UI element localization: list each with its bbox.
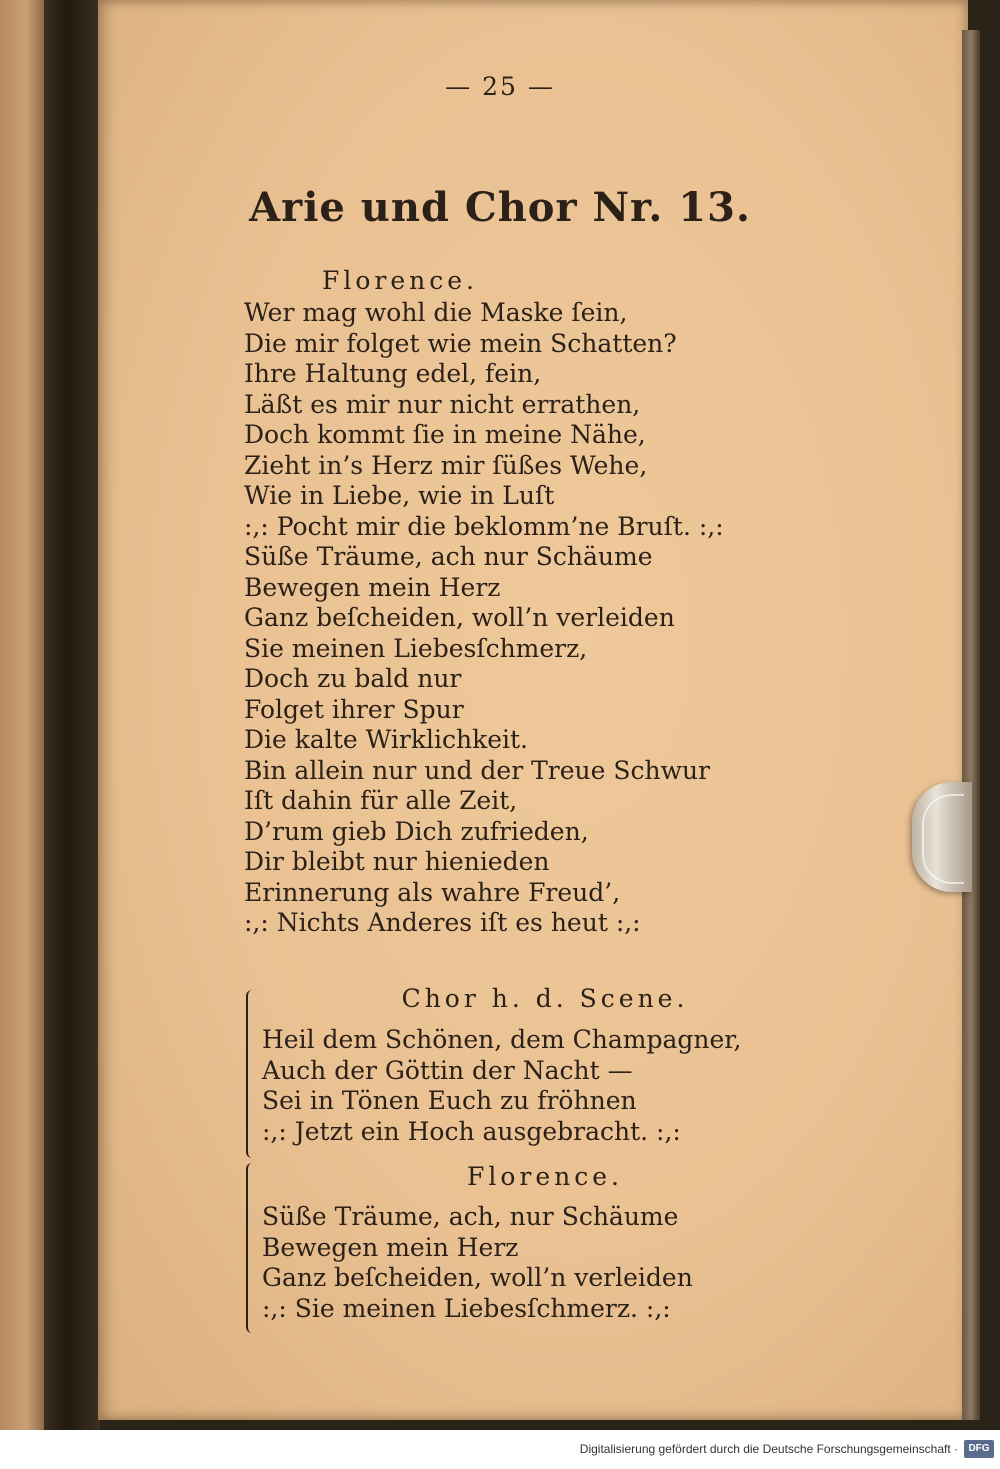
verse-line: Süße Träume, ach, nur Schäume [262,1202,679,1231]
chorus-bracket [246,990,256,1158]
verse-line: Doch zu bald nur [244,664,462,693]
page-title: Arie und Chor Nr. 13. [249,184,751,231]
verse-line: Die mir folget wie mein Schatten? [244,328,677,358]
verse-line: :,: Sie meinen Liebesſchmerz. :,: [262,1293,671,1323]
verse-line: :,: Pocht mir die beklomm’ne Bruſt. :,: [244,511,724,541]
verse-line: Iſt dahin für alle Zeit, [244,786,518,815]
verse-line: Heil dem Schönen, dem Champagner, [262,1025,742,1054]
verse-line: D’rum gieb Dich zufrieden, [244,816,589,846]
speaker-chorus: Chor h. d. Scene. [401,984,689,1013]
verse-line: Ihre Haltung edel, fein, [244,359,542,388]
verse-line: Dir bleibt nur hienieden [244,847,550,876]
verse-line: Erinnerung als wahre Freud’, [244,877,621,907]
speaker-florence: Florence. [322,266,478,295]
verse-line: Sie meinen Liebesſchmerz, [244,633,588,663]
verse-line: Bewegen mein Herz [244,572,501,602]
verse-line: Ganz beſcheiden, woll’n verleiden [262,1263,693,1292]
page-clip-icon [912,782,972,892]
verse-line: Die kalte Wirklichkeit. [244,725,528,754]
page-number: — 25 — [445,72,555,101]
page-stack-edge [962,30,980,1420]
verse-line: Auch der Göttin der Nacht — [262,1055,633,1085]
verse-line: :,: Nichts Anderes iſt es heut :,: [244,908,641,937]
aria-stanza [244,298,724,939]
verse-line: Wer mag wohl die Maske ſein, [244,298,628,327]
verse-line: Wie in Liebe, wie in Luſt [244,481,555,510]
digitization-footer [0,1430,1000,1469]
funding-credit: Digitalisierung gefördert durch die Deutsche Forschungsgemeinschaft · [579,1442,958,1456]
verse-line: Folget ihrer Spur [244,694,464,724]
verse-line: Süße Träume, ach nur Schäume [244,542,653,571]
speaker-florence-reprise: Florence. [467,1162,623,1191]
verse-line: Bin allein nur und der Treue Schwur [244,755,711,785]
reprise-stanza [262,1202,693,1324]
verse-line: Bewegen mein Herz [262,1232,519,1262]
verse-line: Doch kommt ſie in meine Nähe, [244,420,646,449]
verse-line: :,: Jetzt ein Hoch ausgebracht. :,: [262,1116,681,1146]
verse-line: Ganz beſcheiden, woll’n verleiden [244,603,675,632]
chorus-stanza [262,1025,741,1147]
verse-line: Läßt es mir nur nicht errathen, [244,389,641,419]
verse-line: Zieht in’s Herz mir ſüßes Wehe, [244,450,648,480]
verse-line: Sei in Tönen Euch zu fröhnen [262,1086,637,1115]
dfg-logo-icon: DFG [964,1440,994,1458]
